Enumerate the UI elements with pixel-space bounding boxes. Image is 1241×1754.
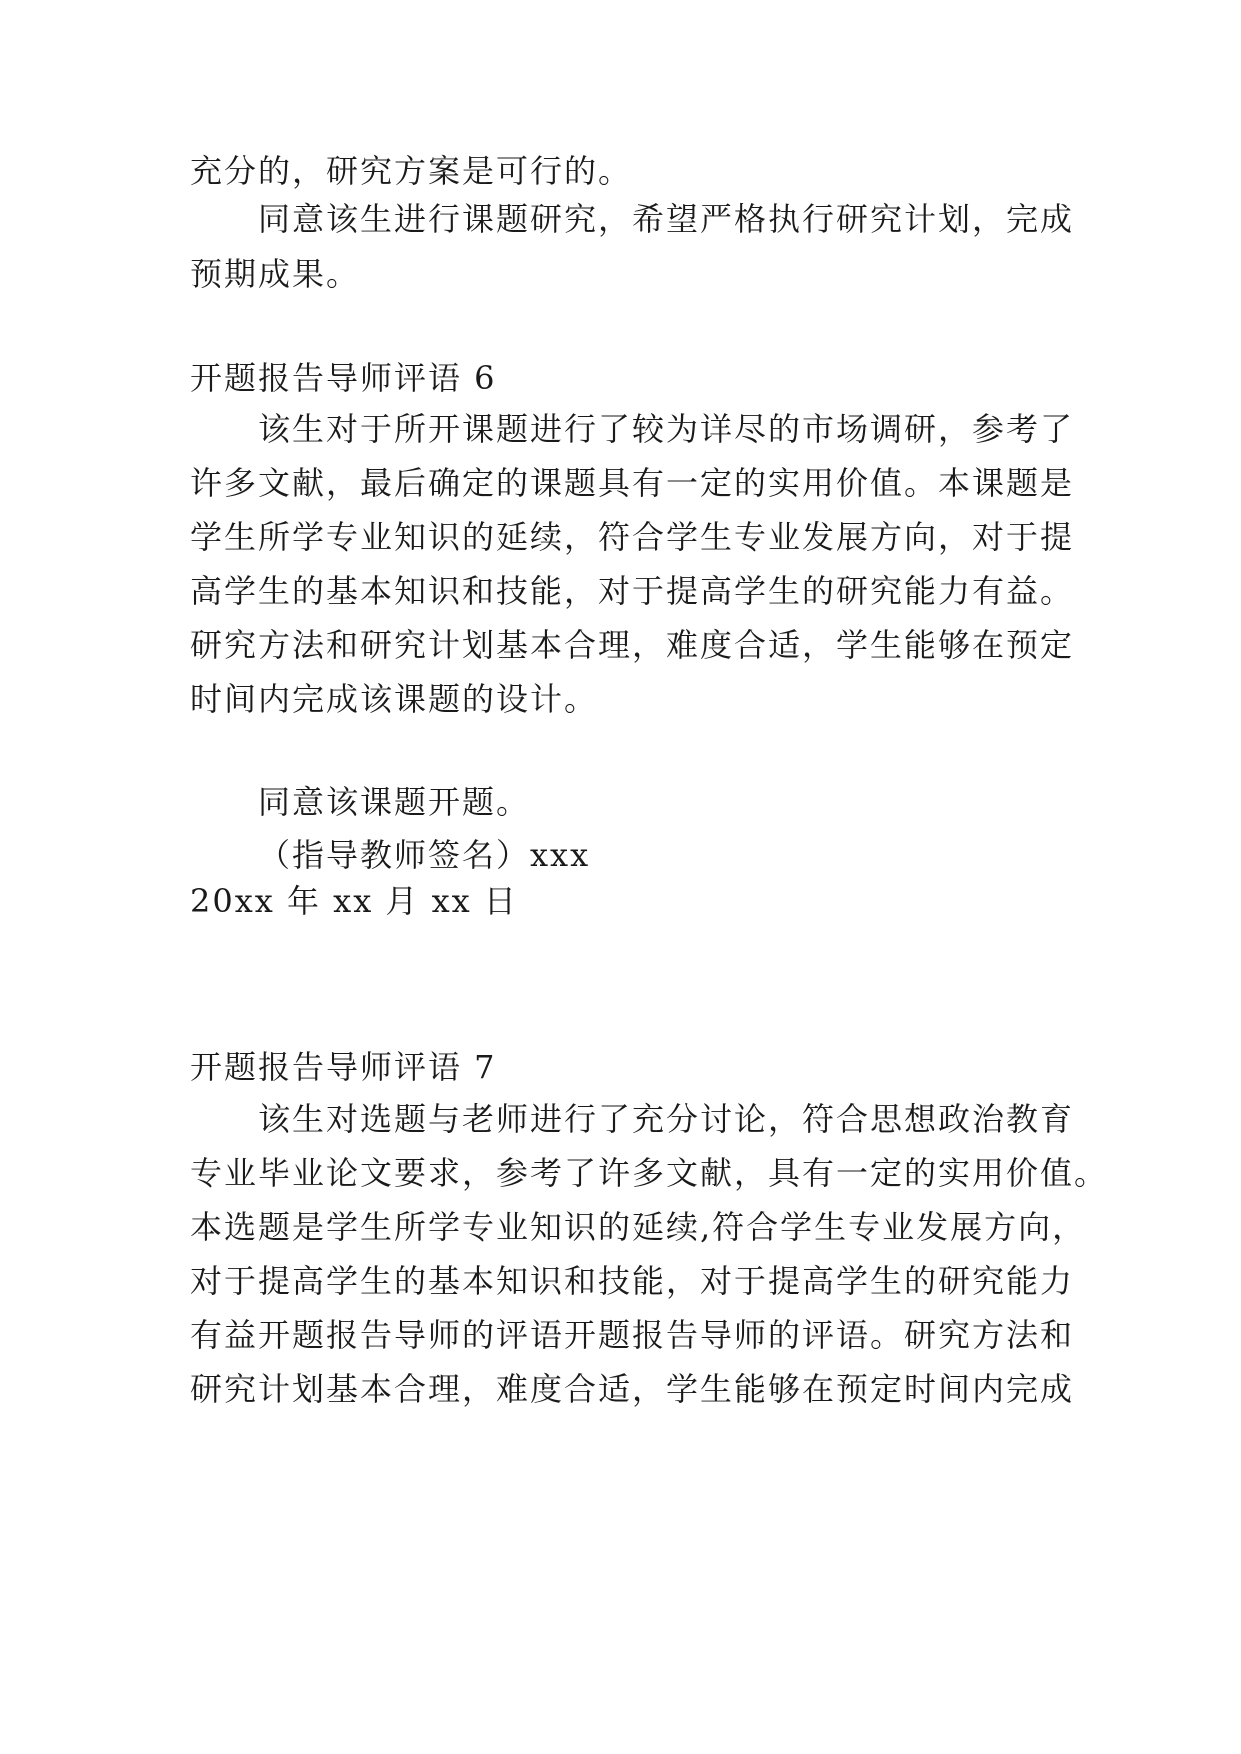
paragraph-line: 研究方法和研究计划基本合理，难度合适，学生能够在预定 [190,626,1075,664]
paragraph-line: 该生对选题与老师进行了充分讨论，符合思想政治教育 [258,1100,1075,1138]
date-line: 20xx 年 xx 月 xx 日 [190,882,518,920]
paragraph-line: 高学生的基本知识和技能，对于提高学生的研究能力有益。 [190,572,1075,610]
paragraph-line: 充分的，研究方案是可行的。 [190,152,633,190]
paragraph-line: 对于提高学生的基本知识和技能，对于提高学生的研究能力 [190,1262,1075,1300]
section-heading: 开题报告导师评语 6 [190,359,497,397]
paragraph-line: 有益开题报告导师的评语开题报告导师的评语。研究方法和 [190,1316,1075,1354]
paragraph-line: 预期成果。 [190,255,361,293]
paragraph-line: 专业毕业论文要求，参考了许多文献，具有一定的实用价值。 [190,1154,1109,1192]
paragraph-line: 学生所学专业知识的延续，符合学生专业发展方向，对于提 [190,518,1075,556]
paragraph-line: 同意该生进行课题研究，希望严格执行研究计划，完成 [258,200,1075,238]
paragraph-line: 研究计划基本合理，难度合适，学生能够在预定时间内完成 [190,1370,1075,1408]
paragraph-line: 该生对于所开课题进行了较为详尽的市场调研，参考了 [258,410,1075,448]
paragraph-line: 本选题是学生所学专业知识的延续,符合学生专业发展方向， [190,1208,1087,1246]
signature-line: （指导教师签名）xxx [258,836,591,874]
section-heading: 开题报告导师评语 7 [190,1048,497,1086]
paragraph-line: 许多文献，最后确定的课题具有一定的实用价值。本课题是 [190,464,1075,502]
paragraph-line: 同意该课题开题。 [258,783,531,821]
paragraph-line: 时间内完成该课题的设计。 [190,680,599,718]
